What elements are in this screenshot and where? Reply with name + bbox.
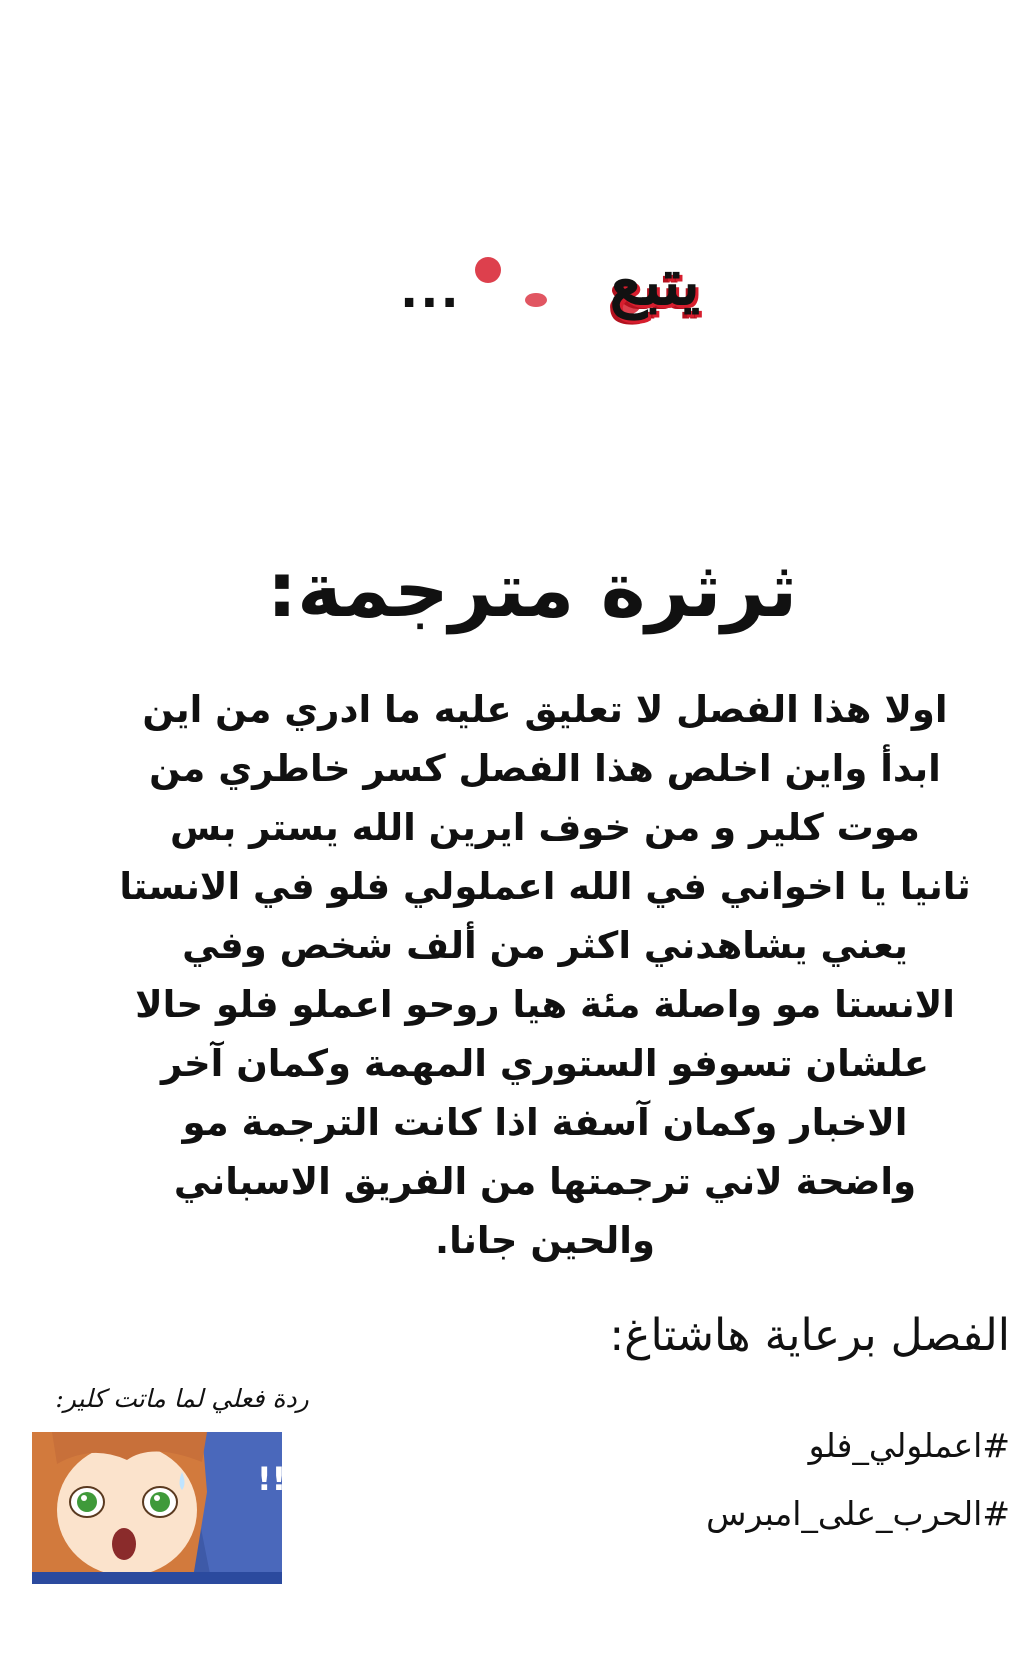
hashtag-follow: #اعملولي_فلو bbox=[808, 1426, 1010, 1465]
to-be-continued-word: يتبع bbox=[609, 245, 700, 320]
right-iris bbox=[150, 1492, 170, 1512]
red-splash bbox=[525, 293, 547, 307]
body-line: علشان تسوفو الستوري المهمة وكمان آخر bbox=[160, 1042, 930, 1085]
reaction-caption: ردة فعلي لما ماتت كلير: bbox=[55, 1384, 309, 1413]
to-be-continued-graphic bbox=[400, 235, 700, 345]
red-splash bbox=[475, 257, 501, 283]
right-eye-shine bbox=[154, 1495, 160, 1501]
body-line: يعني يشاهدني اكثر من ألف شخص وفي bbox=[182, 924, 908, 967]
body-line: ثانيا يا اخواني في الله اعملولي فلو في الانستا bbox=[119, 865, 971, 908]
open-mouth bbox=[112, 1528, 136, 1560]
left-iris bbox=[77, 1492, 97, 1512]
collar bbox=[32, 1572, 282, 1584]
body-line: الانستا مو واصلة مئة هيا روحو اعملو فلو حالا bbox=[135, 983, 955, 1026]
translator-notes-heading: ثرثرة مترجمة: bbox=[266, 545, 798, 634]
body-line: الاخبار وكمان آسفة اذا كانت الترجمة مو bbox=[182, 1101, 908, 1144]
body-line: والحين جانا. bbox=[435, 1219, 655, 1262]
translator-notes-body bbox=[110, 680, 980, 1270]
body-line: موت كلير و من خوف ايرين الله يستر بس bbox=[170, 806, 920, 849]
body-line: ابدأ واين اخلص هذا الفصل كسر خاطري من bbox=[149, 747, 941, 790]
reaction-illustration bbox=[32, 1432, 305, 1584]
reaction-image bbox=[32, 1432, 305, 1584]
body-line: اولا هذا الفصل لا تعليق عليه ما ادري من اين bbox=[142, 688, 948, 731]
ellipsis: ... bbox=[400, 263, 461, 319]
left-eye-shine bbox=[81, 1495, 87, 1501]
hashtag-war: #الحرب_على_امبرس bbox=[706, 1494, 1010, 1533]
chapter-sponsor-label: الفصل برعاية هاشتاغ: bbox=[609, 1310, 1010, 1361]
surprise-text: ?!! bbox=[257, 1460, 305, 1498]
body-line: واضحة لاني ترجمتها من الفريق الاسباني bbox=[173, 1160, 917, 1203]
